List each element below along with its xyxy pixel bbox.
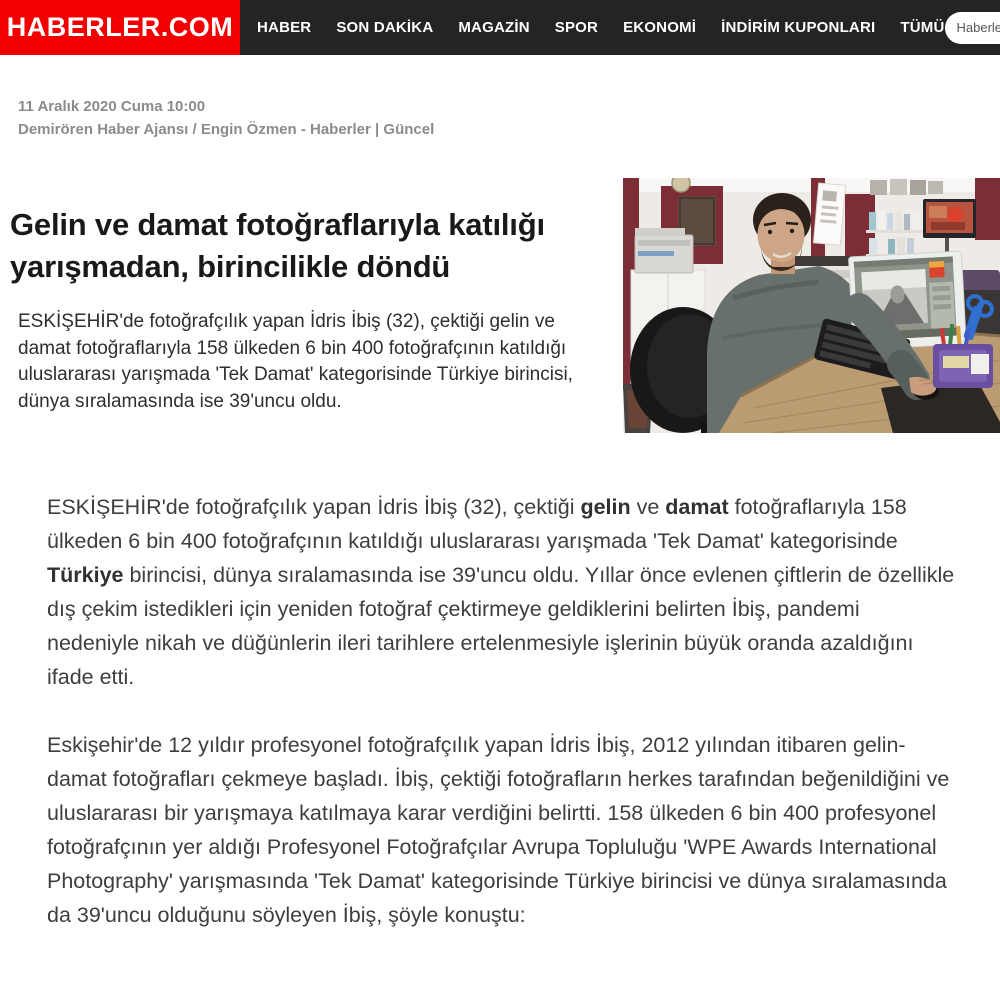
- site-logo-text: HABERLER.COM: [6, 12, 234, 42]
- main-nav: [240, 0, 945, 55]
- paragraph-text: ve: [630, 495, 666, 519]
- paragraph-bold-text: Türkiye: [47, 563, 124, 587]
- paragraph-bold-text: damat: [665, 495, 729, 519]
- nav-item-indirim-kuponlari[interactable]: İNDİRİM KUPONLARI: [721, 19, 876, 36]
- nav-item-son-dakika[interactable]: SON DAKİKA: [336, 19, 434, 36]
- site-logo[interactable]: [0, 0, 240, 55]
- headline-column: [10, 178, 611, 433]
- search-input[interactable]: [945, 19, 1000, 36]
- nav-item-magazin[interactable]: MAGAZİN: [458, 19, 530, 36]
- nav-item-ekonomi[interactable]: EKONOMİ: [623, 19, 697, 36]
- article-headline: Gelin ve damat fotoğraflarıyla katılığı yarışmadan, birincilikle döndü: [10, 207, 545, 284]
- nav-item-spor[interactable]: SPOR: [554, 19, 599, 36]
- article-meta: [18, 95, 1000, 141]
- nav-item-tumu[interactable]: TÜMÜ: [900, 19, 945, 36]
- article-photo: [623, 178, 1000, 433]
- site-header: [0, 0, 1000, 55]
- byline: Demirören Haber Ajansı / Engin Özmen - Haberler | Güncel: [18, 121, 435, 138]
- article-paragraph-1: [47, 490, 955, 694]
- publish-date: 11 Aralık 2020 Cuma 10:00: [18, 98, 206, 115]
- article-top: [10, 178, 990, 433]
- paragraph-text: Eskişehir'de 12 yıldır profesyonel fotoğrafçılık yapan İdris İbiş, 2012 yılından itibaren gelin-damat fotoğrafları çekmeye başladı. İbiş, çektiği fotoğrafların herkes tarafından beğenildiğini ve uluslararası bir yarışmaya katılmaya karar verdiğini belirtti. 158 ülkeden 6 bin 400 profesyonel fotoğrafçının yer aldığı Profesyonel Fotoğrafçılar Avrupa Topluluğu 'WPE Awards International Photography' yarışmasında 'Tek Damat' kategorisinde Türkiye birincisi ve dünya sıralamasında da 39'uncu olduğunu söyleyen İbiş, şöyle konuştu:: [47, 733, 950, 927]
- article-body: [47, 490, 955, 932]
- nav-item-haber[interactable]: HABER: [257, 19, 312, 36]
- paragraph-bold-text: gelin: [580, 495, 631, 519]
- paragraph-text: birincisi, dünya sıralamasında ise 39'uncu oldu. Yıllar önce evlenen çiftlerin de özellikle dış çekim istedikleri için yeniden fotoğraf çektirmeye geldiklerini belirten İbiş, pandemi nedeniyle nikah ve düğünlerin ileri tarihlere ertelenmesiyle işlerinin büyük oranda azaldığını ifade etti.: [47, 563, 955, 689]
- article-paragraph-2: [47, 728, 955, 932]
- photo-illustration: [623, 178, 1000, 433]
- paragraph-text: fotoğraflarıyla 158 ülkeden 6 bin 400 fotoğrafçının katıldığı uluslararası yarışmada 'Tek Damat' kategorisinde: [47, 495, 907, 553]
- paragraph-text: ESKİŞEHİR'de fotoğrafçılık yapan İdris İbiş (32), çektiği: [47, 495, 581, 519]
- search-box: [945, 12, 1000, 44]
- article-summary: ESKİŞEHİR'de fotoğrafçılık yapan İdris İbiş (32), çektiği gelin ve damat fotoğraflarıyla 158 ülkeden 6 bin 400 fotoğrafçının katıldığı uluslararası yarışmada 'Tek Damat' kategorisinde Türkiye birincisi, dünya sıralamasında ise 39'uncu oldu.: [18, 311, 573, 412]
